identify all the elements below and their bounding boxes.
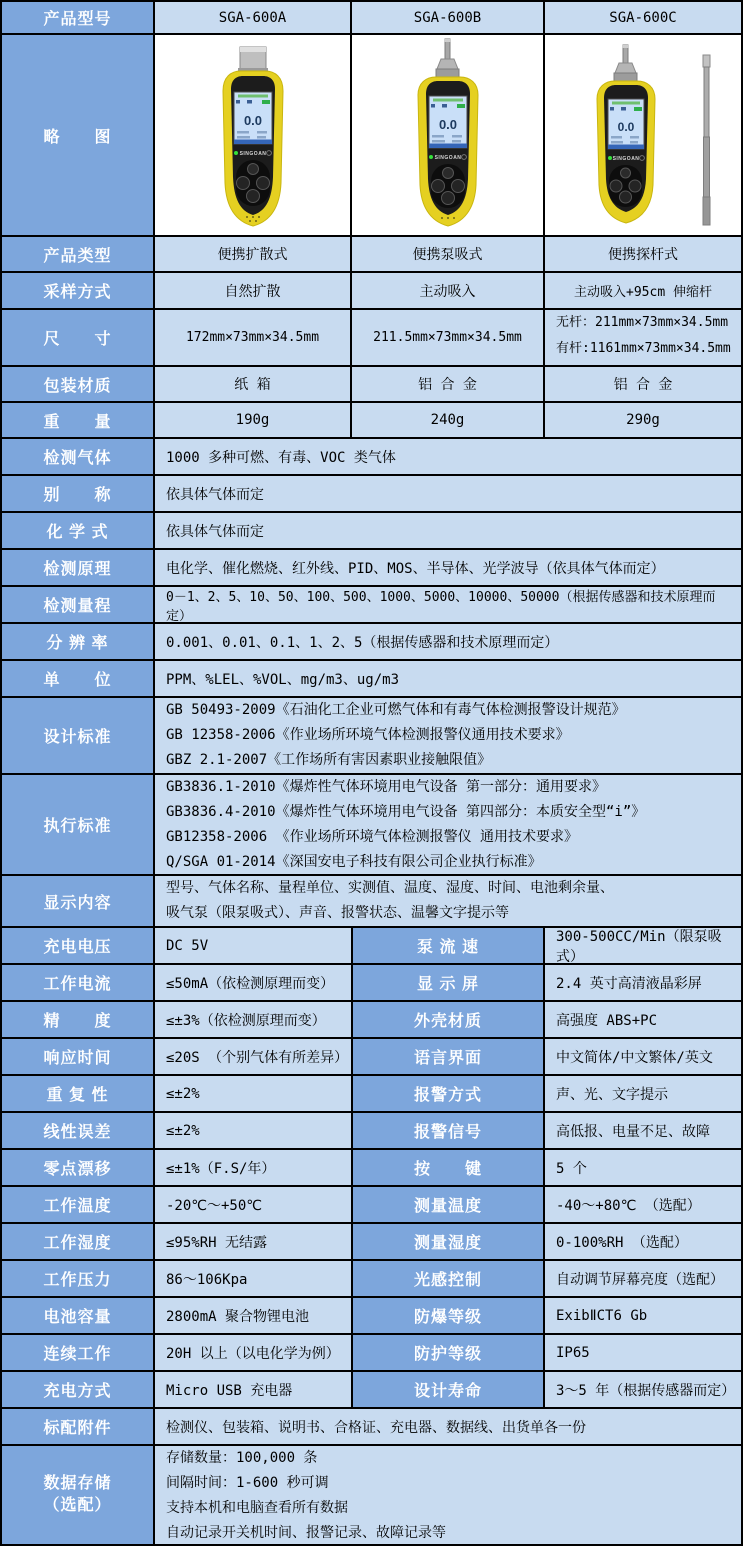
label-linearity: 线性误差 xyxy=(2,1113,155,1148)
label-unit: 单 位 xyxy=(2,661,155,696)
display-content-line: 吸气泵（限泵吸式）、声音、报警状态、温馨文字提示等 xyxy=(166,905,509,921)
value-unit: PPM、%LEL、%VOL、mg/m3、ug/m3 xyxy=(155,661,741,696)
label-accuracy: 精 度 xyxy=(2,1002,155,1037)
label-sketch: 略 图 xyxy=(2,35,155,235)
value-sampling-c: 主动吸入+95cm 伸缩杆 xyxy=(545,273,741,308)
value-size-a: 172mm×73mm×34.5mm xyxy=(155,310,352,365)
data-storage-label-line-1: 数据存储 xyxy=(43,1475,112,1492)
row-weight xyxy=(2,403,741,439)
row-spec-working-temp xyxy=(2,1187,741,1224)
data-storage-label-line-2: （选配） xyxy=(43,1497,112,1514)
value-detected-gas: 1000 多种可燃、有毒、VOC 类气体 xyxy=(155,439,741,474)
value-continuous-work: 20H 以上（以电化学为例） xyxy=(155,1335,353,1370)
value-working-pressure: 86～106Kpa xyxy=(155,1261,353,1296)
label-measure-temp: 测量温度 xyxy=(353,1187,545,1222)
value-model-b: SGA-600B xyxy=(352,2,545,33)
row-range xyxy=(2,587,741,624)
row-accessories xyxy=(2,1409,741,1446)
label-measure-humidity: 测量湿度 xyxy=(353,1224,545,1259)
value-packaging-c: 铝 合 金 xyxy=(545,367,741,401)
row-spec-charging-method xyxy=(2,1372,741,1409)
label-model: 产品型号 xyxy=(2,2,155,33)
label-light-control: 光感控制 xyxy=(353,1261,545,1296)
value-charge-voltage: DC 5V xyxy=(155,928,353,963)
row-spec-working-current xyxy=(2,965,741,1002)
value-response-time: ≤20S （个别气体有所差异） xyxy=(155,1039,353,1074)
row-spec-working-pressure xyxy=(2,1261,741,1298)
value-exec-standards xyxy=(155,775,741,874)
exec-standard-line: GB12358-2006 《作业场所环境气体检测报警仪 通用技术要求》 xyxy=(166,829,579,845)
value-size-c xyxy=(545,310,741,365)
value-battery: 2800mA 聚合物锂电池 xyxy=(155,1298,353,1333)
size-c-line-1: 无杆：211mm×73mm×34.5mm xyxy=(556,315,729,330)
device-c-illustration xyxy=(545,37,741,233)
device-b-reading: 0.0 xyxy=(438,117,458,132)
value-accessories: 检测仪、包装箱、说明书、合格证、充电器、数据线、出货单各一份 xyxy=(155,1409,741,1444)
value-packaging-b: 铝 合 金 xyxy=(352,367,545,401)
row-resolution xyxy=(2,624,741,661)
size-c-line-2: 有杆:1161mm×73mm×34.5mm xyxy=(556,341,731,356)
label-pump-flow: 泵 流 速 xyxy=(353,928,545,963)
label-charge-voltage: 充电电压 xyxy=(2,928,155,963)
value-alarm-mode: 声、光、文字提示 xyxy=(545,1076,741,1111)
row-model xyxy=(2,2,741,35)
label-product-type: 产品类型 xyxy=(2,237,155,271)
row-spec-repeatability xyxy=(2,1076,741,1113)
value-explosion-rating: ExibⅡCT6 Gb xyxy=(545,1298,741,1333)
value-model-a: SGA-600A xyxy=(155,2,352,33)
value-design-life: 3～5 年（根据传感器而定） xyxy=(545,1372,741,1407)
device-photo-sga-600a xyxy=(155,35,352,235)
exec-standard-line: Q/SGA 01-2014《深国安电子科技有限公司企业执行标准》 xyxy=(166,854,542,870)
value-sampling-a: 自然扩散 xyxy=(155,273,352,308)
display-content-line: 型号、气体名称、量程单位、实测值、温度、湿度、时间、电池剩余量、 xyxy=(166,880,614,896)
value-shell-material: 高强度 ABS+PC xyxy=(545,1002,741,1037)
label-design-standards: 设计标准 xyxy=(2,698,155,773)
row-spec-response-time xyxy=(2,1039,741,1076)
row-product-type xyxy=(2,237,741,273)
label-range: 检测量程 xyxy=(2,587,155,622)
label-display-screen: 显 示 屏 xyxy=(353,965,545,1000)
value-language: 中文简体/中文繁体/英文 xyxy=(545,1039,741,1074)
value-weight-b: 240g xyxy=(352,403,545,437)
device-a-brand: SINGOAN xyxy=(239,151,267,157)
row-principle xyxy=(2,550,741,587)
value-data-storage xyxy=(155,1446,741,1544)
row-size xyxy=(2,310,741,367)
row-spec-battery xyxy=(2,1298,741,1335)
row-spec-zero-drift xyxy=(2,1150,741,1187)
design-standard-line: GB 50493-2009《石油化工企业可燃气体和有毒气体检测报警设计规范》 xyxy=(166,702,626,718)
value-design-standards xyxy=(155,698,741,773)
value-resolution: 0.001、0.01、0.1、1、2、5（根据传感器和技术原理而定） xyxy=(155,624,741,659)
device-c-brand: SINGOAN xyxy=(612,156,640,162)
label-data-storage xyxy=(2,1446,155,1544)
value-zero-drift: ≤±1%（F.S/年） xyxy=(155,1150,353,1185)
value-working-humidity: ≤95%RH 无结露 xyxy=(155,1224,353,1259)
row-display-content xyxy=(2,876,741,928)
value-type-c: 便携探杆式 xyxy=(545,237,741,271)
value-alarm-signal: 高低报、电量不足、故障 xyxy=(545,1113,741,1148)
label-working-pressure: 工作压力 xyxy=(2,1261,155,1296)
value-linearity: ≤±2% xyxy=(155,1113,353,1148)
row-design-standards xyxy=(2,698,741,775)
device-b-brand: SINGOAN xyxy=(434,155,462,161)
label-weight: 重 量 xyxy=(2,403,155,437)
label-design-life: 设计寿命 xyxy=(353,1372,545,1407)
label-working-current: 工作电流 xyxy=(2,965,155,1000)
label-working-temp: 工作温度 xyxy=(2,1187,155,1222)
label-buttons: 按 键 xyxy=(353,1150,545,1185)
label-sampling: 采样方式 xyxy=(2,273,155,308)
device-a-reading: 0.0 xyxy=(243,113,263,128)
label-detected-gas: 检测气体 xyxy=(2,439,155,474)
value-pump-flow: 300-500CC/Min（限泵吸式） xyxy=(545,928,741,963)
label-charging-method: 充电方式 xyxy=(2,1372,155,1407)
value-range: 0－1、2、5、10、50、100、500、1000、5000、10000、50000（根据传感器和技术原理而定） xyxy=(155,587,741,622)
value-measure-humidity: 0-100%RH （选配） xyxy=(545,1224,741,1259)
device-c-reading: 0.0 xyxy=(617,120,635,134)
label-continuous-work: 连续工作 xyxy=(2,1335,155,1370)
data-storage-line: 支持本机和电脑查看所有数据 xyxy=(166,1500,348,1516)
label-principle: 检测原理 xyxy=(2,550,155,585)
row-detected-gas xyxy=(2,439,741,476)
label-explosion-rating: 防爆等级 xyxy=(353,1298,545,1333)
value-type-a: 便携扩散式 xyxy=(155,237,352,271)
value-type-b: 便携泵吸式 xyxy=(352,237,545,271)
label-response-time: 响应时间 xyxy=(2,1039,155,1074)
row-spec-linearity xyxy=(2,1113,741,1150)
label-zero-drift: 零点漂移 xyxy=(2,1150,155,1185)
label-shell-material: 外壳材质 xyxy=(353,1002,545,1037)
value-weight-c: 290g xyxy=(545,403,741,437)
row-exec-standards xyxy=(2,775,741,876)
label-alias: 别 称 xyxy=(2,476,155,511)
device-b-illustration xyxy=(352,37,543,233)
value-display-screen: 2.4 英寸高清液晶彩屏 xyxy=(545,965,741,1000)
label-display-content: 显示内容 xyxy=(2,876,155,926)
device-photo-sga-600c xyxy=(545,35,741,235)
row-alias xyxy=(2,476,741,513)
label-language: 语言界面 xyxy=(353,1039,545,1074)
exec-standard-line: GB3836.4-2010《爆炸性气体环境用电气设备 第四部分：本质安全型“i”》 xyxy=(166,804,646,820)
label-size: 尺 寸 xyxy=(2,310,155,365)
value-model-c: SGA-600C xyxy=(545,2,741,33)
row-sampling xyxy=(2,273,741,310)
label-battery: 电池容量 xyxy=(2,1298,155,1333)
row-packaging xyxy=(2,367,741,403)
label-exec-standards: 执行标准 xyxy=(2,775,155,874)
value-accuracy: ≤±3%（依检测原理而变） xyxy=(155,1002,353,1037)
label-working-humidity: 工作湿度 xyxy=(2,1224,155,1259)
design-standard-line: GB 12358-2006《作业场所环境气体检测报警仪通用技术要求》 xyxy=(166,727,570,743)
value-display-content xyxy=(155,876,741,926)
value-protection-rating: IP65 xyxy=(545,1335,741,1370)
label-protection-rating: 防护等级 xyxy=(353,1335,545,1370)
label-formula: 化 学 式 xyxy=(2,513,155,548)
data-storage-line: 间隔时间：1-600 秒可调 xyxy=(166,1475,329,1491)
value-charging-method: Micro USB 充电器 xyxy=(155,1372,353,1407)
value-repeatability: ≤±2% xyxy=(155,1076,353,1111)
value-weight-a: 190g xyxy=(155,403,352,437)
data-storage-line: 自动记录开关机时间、报警记录、故障记录等 xyxy=(166,1525,446,1541)
row-sketch xyxy=(2,35,741,237)
value-working-current: ≤50mA（依检测原理而变） xyxy=(155,965,353,1000)
device-a-illustration xyxy=(155,37,350,233)
value-working-temp: -20℃～+50℃ xyxy=(155,1187,353,1222)
exec-standard-line: GB3836.1-2010《爆炸性气体环境用电气设备 第一部分：通用要求》 xyxy=(166,779,607,795)
label-resolution: 分 辨 率 xyxy=(2,624,155,659)
label-accessories: 标配附件 xyxy=(2,1409,155,1444)
device-photo-sga-600b xyxy=(352,35,545,235)
value-buttons: 5 个 xyxy=(545,1150,741,1185)
row-unit xyxy=(2,661,741,698)
value-measure-temp: -40～+80℃ （选配） xyxy=(545,1187,741,1222)
value-formula: 依具体气体而定 xyxy=(155,513,741,548)
design-standard-line: GBZ 2.1-2007《工作场所有害因素职业接触限值》 xyxy=(166,752,492,768)
data-storage-line: 存储数量：100,000 条 xyxy=(166,1450,318,1466)
value-packaging-a: 纸 箱 xyxy=(155,367,352,401)
value-sampling-b: 主动吸入 xyxy=(352,273,545,308)
row-spec-continuous-work xyxy=(2,1335,741,1372)
row-data-storage xyxy=(2,1446,741,1544)
label-alarm-mode: 报警方式 xyxy=(353,1076,545,1111)
value-size-b: 211.5mm×73mm×34.5mm xyxy=(352,310,545,365)
row-spec-charge-voltage xyxy=(2,928,741,965)
label-packaging: 包装材质 xyxy=(2,367,155,401)
value-principle: 电化学、催化燃烧、红外线、PID、MOS、半导体、光学波导（依具体气体而定） xyxy=(155,550,741,585)
row-spec-accuracy xyxy=(2,1002,741,1039)
label-alarm-signal: 报警信号 xyxy=(353,1113,545,1148)
value-alias: 依具体气体而定 xyxy=(155,476,741,511)
value-light-control: 自动调节屏幕亮度（选配） xyxy=(545,1261,741,1296)
row-formula xyxy=(2,513,741,550)
row-spec-working-humidity xyxy=(2,1224,741,1261)
label-repeatability: 重 复 性 xyxy=(2,1076,155,1111)
